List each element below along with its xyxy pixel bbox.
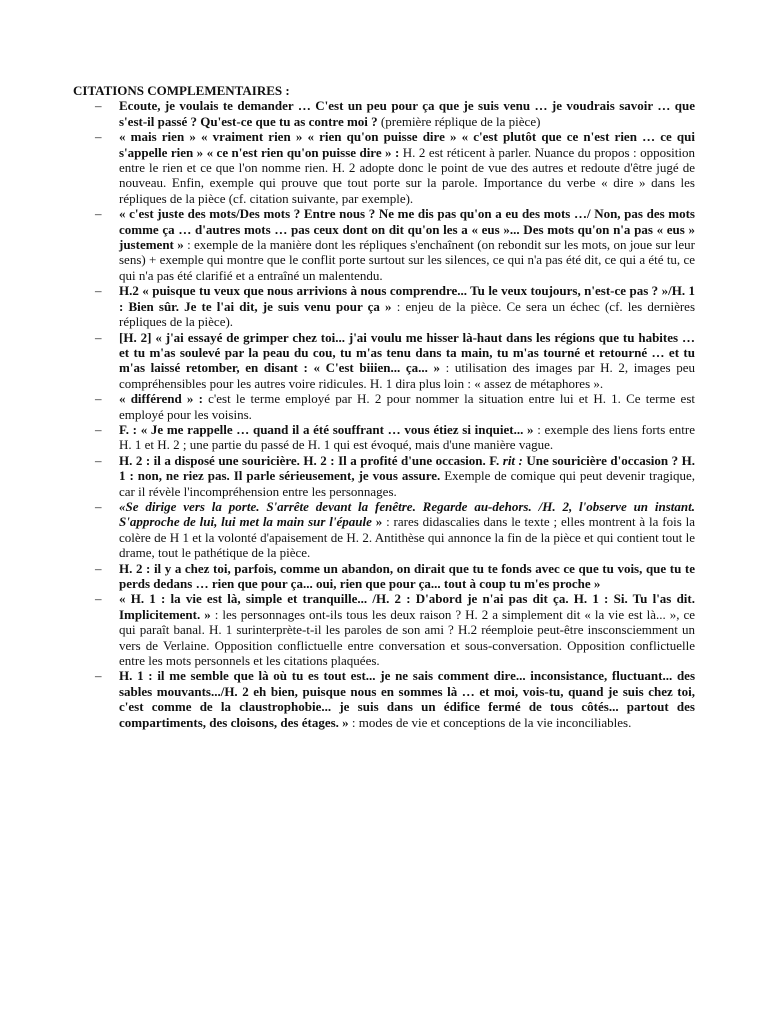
- commentary-text: Exemple de comique qui peut devenir tragique, car il révèle l'incompréhension entre les personnages.: [119, 468, 696, 499]
- bullet-dash: –: [95, 329, 102, 345]
- quotation-text: « mais rien » « vraiment rien » « rien qu'on puisse dire » « c'est plutôt que ce n'est rien … ce qui s'appelle rien » « ce n'est rien qu'on puisse dire » :: [119, 129, 695, 160]
- citations-list: [73, 98, 695, 730]
- citation-item: [73, 422, 695, 453]
- quotation-text: «Se dirige vers la porte. S'arrête devant la fenêtre. Regarde au-dehors. /H. 2, l'observe un instant. S'approche de lui, lui met la main sur l'épaule: [119, 498, 695, 530]
- commentary-text: : enjeu de la pièce. Ce sera un échec (cf. les dernières répliques de la pièce).: [119, 298, 695, 330]
- document-page: [73, 83, 695, 730]
- quotation-text: H. 1 : il me semble que là où tu es tout est... je ne sais comment dire... inconsistance, fluctuant... des sables mouvants.../H. 2 eh bien, puisque nous en sommes là … et moi, vois-tu, quand je suis chez toi, c'est comme de la claustrophobie... je suis dans un édifice fermé de tous côtés... partout des compartiments, des cloisons, des étages. »: [119, 668, 695, 730]
- citation-item: [73, 283, 695, 329]
- quotation-text: Ecoute, je voulais te demander … C'est un peu pour ça que je suis venu … je voudrais savoir … que s'est-il passé ? Qu'est-ce que tu as contre moi ?: [119, 98, 695, 129]
- bullet-dash: –: [95, 283, 102, 299]
- quotation-text: « H. 1 : la vie est là, simple et tranquille... /H. 2 : D'abord je n'ai pas dit ça. H. 1 : Si. Tu l'as dit. Implicitement. »: [119, 591, 695, 622]
- quotation-text: [H. 2] « j'ai essayé de grimper chez toi... j'ai voulu me hisser là-haut dans les régions que tu habites … et tu m'as soulevé par la peau du cou, tu m'as tenu dans ta main, tu m'as tourné et retourné … et tu m'as laissé retomber, en disant : « C'est biiien... ça... »: [119, 329, 695, 376]
- commentary-text: H. 2 est réticent à parler. Nuance du propos : opposition entre le rien et ce que l'on nomme rien. H. 2 adopte donc le point de vue des autres et redoute d'être jugé de nouveau. Enfin, exemple qui prouve que tout porte sur la parole. Importance du verbe « dire » dans les répliques de la pièce (cf. citation suivante, par exemple).: [119, 144, 696, 206]
- commentary-text: : utilisation des images par H. 2, images peu compréhensibles pour les autres voire ridicules. H. 1 dira plus loin : « assez de métaphores ».: [119, 360, 695, 391]
- commentary-text: : exemple de la manière dont les répliques s'enchaînent (on rebondit sur les mots, on joue sur leur sens) + exemple qui montre que le conflit porte surtout sur les silences, ce qui n'a pas été dit, ce qui a été tu, ce qui n'a pas été clarifié et a entraîné un malentendu.: [119, 237, 695, 283]
- citation-item: [73, 453, 695, 499]
- quotation-text: F. : « Je me rappelle … quand il a été souffrant … vous étiez si inquiet... »: [119, 421, 534, 437]
- quotation-text: H. 2 : il a disposé une souricière. H. 2 : Il a profité d'une occasion. F.: [119, 452, 500, 468]
- bullet-dash: –: [95, 206, 102, 222]
- citation-item: [73, 591, 695, 668]
- citation-item: [73, 206, 695, 283]
- commentary-text: : les personnages ont-ils tous les deux raison ? H. 2 a simplement dit « la vie est là... », ce qui paraît banal. H. 1 surinterprète-t-il les paroles de son ami ? H.2 réemploie peut-être insconsciemment un vers de Verlaine. Opposition conflictuelle entre conversation et sous-conversation. Opposition conflictuelle entre les mots personnels et les citations plaquées.: [119, 606, 696, 669]
- quotation-text: H. 2 : il y a chez toi, parfois, comme un abandon, on dirait que tu te fonds avec ce que tu vois, que tu te perds dedans … rien que pour ça... oui, rien que pour ça... tout à coup tu m'es proche »: [119, 560, 695, 591]
- bullet-dash: –: [95, 421, 102, 437]
- quotation-text: « différend » :: [119, 391, 203, 407]
- bullet-dash: –: [95, 98, 102, 114]
- section-title: CITATIONS COMPLEMENTAIRES :: [73, 83, 290, 98]
- citation-item: [73, 330, 695, 392]
- citation-item: [73, 98, 695, 129]
- commentary-text: : exemple des liens forts entre H. 1 et H. 2 ; une partie du passé de H. 1 qui est évoqué, mais d'une manière vague.: [119, 421, 695, 453]
- commentary-text: : modes de vie et conceptions de la vie inconciliables.: [348, 714, 632, 730]
- quotation-text: Une souricière d'occasion ? H. 1 : non, ne riez pas. Il parle sérieusement, je vous assure.: [119, 452, 695, 484]
- citation-item: [73, 129, 695, 206]
- citation-item: [73, 391, 695, 422]
- bullet-dash: –: [95, 391, 102, 407]
- citation-item: [73, 668, 695, 730]
- quotation-text: »: [371, 514, 383, 530]
- bullet-dash: –: [95, 452, 102, 468]
- bullet-dash: –: [95, 591, 102, 607]
- bullet-dash: –: [95, 668, 102, 684]
- bullet-dash: –: [95, 498, 102, 514]
- citation-item: [73, 499, 695, 561]
- commentary-text: c'est le terme employé par H. 2 pour nommer la situation entre lui et H. 1. Ce terme est employé pour les voisins.: [119, 391, 695, 422]
- quotation-text: rit :: [499, 452, 523, 468]
- quotation-text: « c'est juste des mots/Des mots ? Entre nous ? Ne me dis pas qu'on a eu des mots …/ Non, pas des mots comme ça … d'autres mots … pas ceux dont on dit qu'on les a « eus »... Des mots qu'on n'a pas « eus » justement »: [119, 206, 695, 253]
- citation-item: [73, 561, 695, 592]
- quotation-text: H.2 « puisque tu veux que nous arrivions à nous comprendre... Tu le veux toujours, n'est-ce pas ? »/H. 1 : Bien sûr. Je te l'ai dit, je suis venu pour ça »: [119, 283, 695, 314]
- commentary-text: : rares didascalies dans le texte ; elles montrent à la fois la colère de H 1 et la volonté d'apaisement de H. 2. Antithèse qui annonce la fin de la pièce et qui contient tout le drame, tout le pathétique de la pièce.: [119, 514, 696, 561]
- commentary-text: (première réplique de la pièce): [377, 113, 541, 129]
- bullet-dash: –: [95, 129, 102, 145]
- bullet-dash: –: [95, 560, 102, 576]
